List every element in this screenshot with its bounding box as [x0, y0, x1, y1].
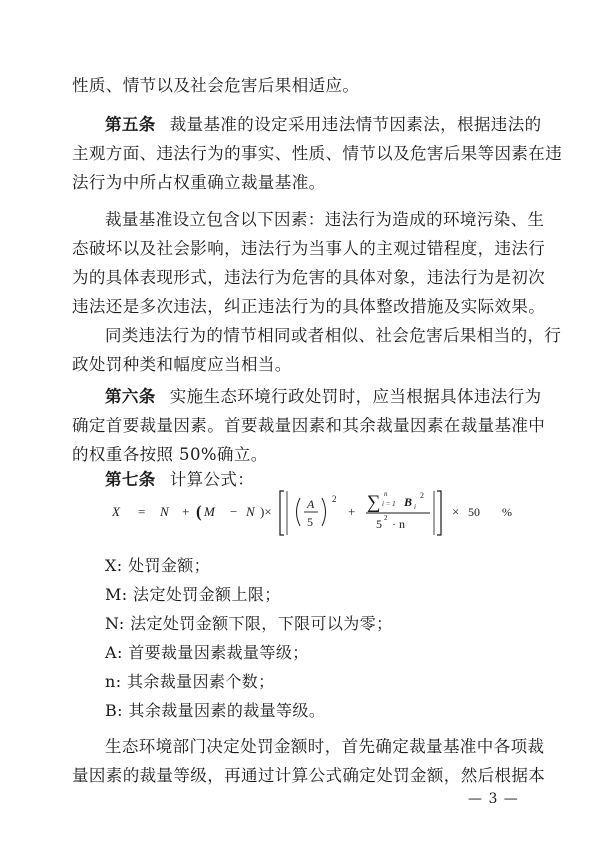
definition-x: X: 处罚金额； — [105, 556, 211, 575]
formula-a: A — [307, 497, 315, 511]
paragraph-line: 确定首要裁量因素。首要裁量因素和其余裁量因素在裁量基准中 — [72, 416, 546, 435]
formula-square: 2 — [332, 494, 337, 504]
formula-times: × — [452, 504, 460, 519]
denominator-five: 5 — [376, 517, 382, 531]
paragraph-line: 量因素的裁量等级，再通过计算公式确定处罚金额，然后根据本 — [72, 766, 546, 785]
formula-plus: + — [182, 504, 190, 519]
sigma-symbol: ∑ — [367, 492, 381, 513]
formula-percent: % — [502, 505, 512, 519]
paragraph-line: 的权重各按照 50%确立。 — [72, 445, 268, 464]
formula-sub-i: i — [414, 503, 416, 511]
formula-equals: = — [138, 504, 146, 519]
paragraph-line: 生态环境部门决定处罚金额时，首先确定裁量基准中各项裁 — [105, 737, 545, 756]
formula-five: 5 — [307, 515, 313, 529]
sum-upper-limit: n — [384, 490, 388, 498]
article-6-label: 第六条 — [105, 387, 156, 406]
article-6-text: 实施生态环境行政处罚时，应当根据具体违法行为 — [169, 387, 542, 406]
inner-paren-left — [297, 498, 301, 526]
outer-bracket-left — [280, 491, 284, 535]
article-5-text: 裁量基准的设定采用违法情节因素法，根据违法的 — [169, 115, 542, 134]
paragraph-line: 法行为中所占权重确立裁量基准。 — [72, 173, 326, 192]
definition-m: M: 法定处罚金额上限； — [105, 585, 281, 604]
definition-b: B: 其余裁量因素的裁量等级。 — [105, 701, 326, 720]
formula-n2: N — [246, 504, 255, 519]
denominator-square: 2 — [384, 514, 388, 522]
outer-bracket-right — [437, 491, 441, 535]
paragraph-line: 态破坏以及社会影响，违法行为当事人的主观过错程度，违法行 — [72, 239, 546, 258]
formula-b: B — [404, 495, 413, 509]
page-number: — 3 — — [468, 791, 519, 807]
formula-x: X — [112, 504, 120, 519]
definition-n-count: n: 其余裁量因素个数； — [105, 672, 275, 691]
paragraph-line: 主观方面、违法行为的事实、性质、情节以及危害后果等因素在违 — [72, 144, 563, 163]
formula-fifty: 50 — [468, 505, 480, 519]
paragraph-line: 同类违法行为的情节相同或者相似、社会危害后果相当的，行 — [105, 326, 562, 345]
paragraph-line: 裁量基准设立包含以下因素：违法行为造成的环境污染、生 — [105, 210, 545, 229]
definition-a: A: 首要裁量因素裁量等级； — [105, 643, 309, 662]
formula-n: N — [160, 504, 169, 519]
formula-square-2: 2 — [420, 491, 424, 500]
sum-lower-limit: i = 1 — [382, 500, 396, 508]
paragraph-line: 违法还是多次违法，纠正违法行为的具体整改措施及实际效果。 — [72, 297, 546, 316]
article-6-line — [105, 387, 575, 407]
article-5-label: 第五条 — [105, 115, 156, 134]
penalty-formula — [112, 486, 552, 538]
paragraph-line: 政处罚种类和幅度应当相当。 — [72, 355, 292, 374]
formula-minus: − — [230, 504, 238, 519]
formula-rparen-times: )× — [260, 504, 272, 519]
inner-paren-right — [322, 498, 326, 526]
article-7-label: 第七条 — [105, 470, 156, 489]
article-7-text: 计算公式： — [169, 470, 255, 489]
paragraph-line: 为的具体表现形式，违法行为危害的具体对象，违法行为是初次 — [72, 268, 546, 287]
formula-lparen: ( — [196, 502, 202, 521]
article-5-line — [105, 115, 575, 135]
formula-plus-2: + — [348, 504, 356, 519]
formula-m: M — [204, 504, 215, 519]
paragraph-line: 性质、情节以及社会危害后果相适应。 — [72, 76, 360, 95]
definition-n: N: 法定处罚金额下限，下限可以为零； — [105, 614, 393, 633]
denominator-n: · n — [392, 517, 405, 531]
